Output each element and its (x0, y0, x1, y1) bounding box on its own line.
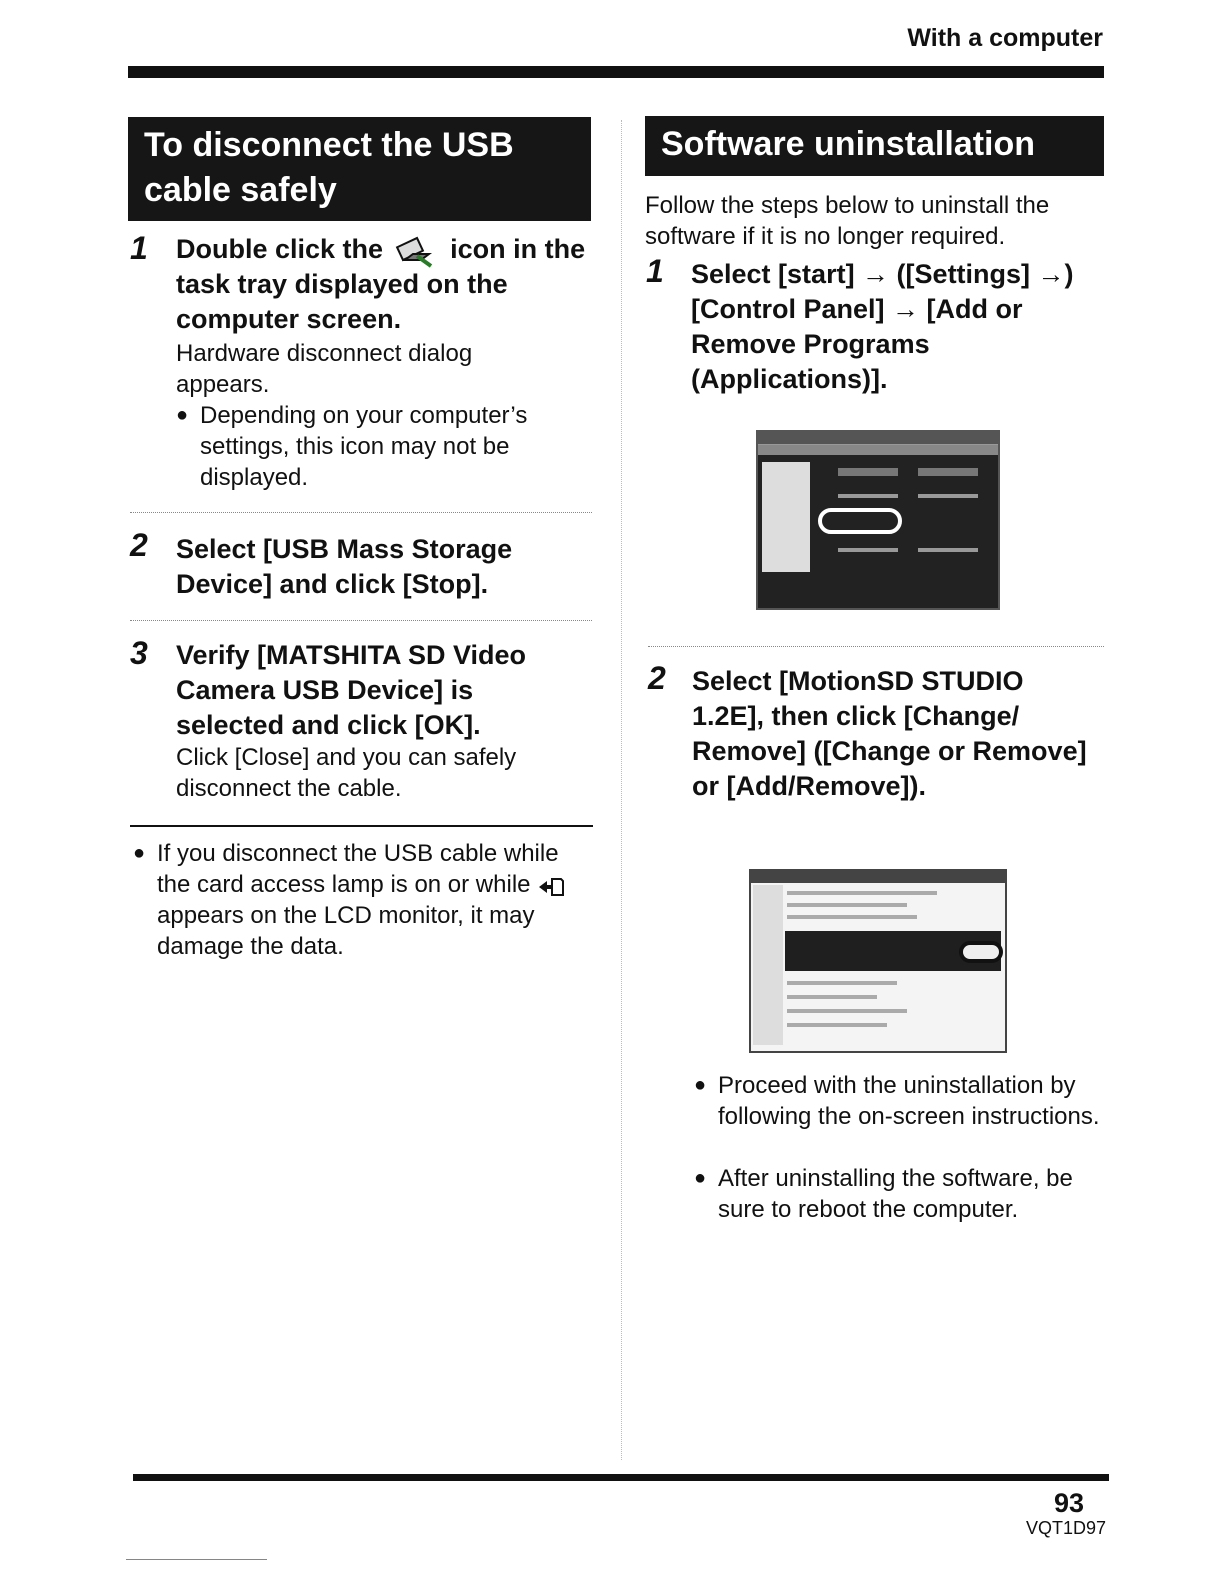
step-separator (130, 512, 592, 513)
left-step1-bullet-text: Depending on your computer’s settings, this icon may not be displayed. (200, 402, 528, 491)
left-step3-title: Verify [MATSHITA SD Video Camera USB Device] is selected and click [OK]. (176, 640, 527, 740)
left-step1-number: 1 (130, 230, 148, 266)
corner-line (126, 1559, 267, 1560)
bottom-rule (133, 1474, 1109, 1481)
left-note-text-b: appears on the LCD monitor, it may damage the data. (157, 902, 535, 960)
right-step1-number: 1 (646, 253, 664, 289)
step-separator (130, 620, 592, 621)
add-remove-programs-screenshot (749, 869, 1007, 1053)
safely-remove-hardware-icon (391, 236, 443, 266)
right-step2-title: Select [MotionSD STUDIO 1.2E], then click [Change/ Remove] ([Change or Remove] or [Add/Remove]). (692, 666, 1087, 801)
left-step2-title: Select [USB Mass Storage Device] and click [Stop]. (176, 534, 513, 599)
card-access-icon (537, 875, 567, 897)
left-note-text (157, 838, 593, 962)
right-step2-number: 2 (648, 660, 666, 696)
left-note-text-a: If you disconnect the USB cable while the card access lamp is on or while (157, 840, 559, 898)
page-number: 93 (1053, 1488, 1084, 1518)
section-label: With a computer (907, 24, 1103, 52)
left-step1-body: Hardware disconnect dialog appears. (176, 340, 473, 398)
control-panel-screenshot (756, 430, 1000, 610)
left-step1-title-a: Double click the (176, 234, 384, 264)
right-bullet-1-text: Proceed with the uninstallation by following the on-screen instructions. (718, 1072, 1100, 1130)
right-intro: Follow the steps below to uninstall the software if it is no longer required. (645, 192, 1050, 250)
right-bullet-2-text: After uninstalling the software, be sure to reboot the computer. (718, 1165, 1073, 1223)
left-step1-title-b: icon in the task tray displayed on the computer screen. (176, 234, 586, 334)
right-step1-title: Select [start] → ([Settings] →) [Control Panel] → [Add or Remove Programs (Applications)]. (691, 259, 1074, 394)
highlight-ring (959, 941, 1003, 963)
left-step1-bullet (176, 400, 576, 493)
document-code: VQT1D97 (1025, 1518, 1106, 1538)
left-step1-title (176, 232, 596, 337)
bullet-dot: ● (133, 842, 146, 864)
right-section-title: Software uninstallation (645, 116, 1104, 176)
left-step3-body: Click [Close] and you can safely disconnect the cable. (176, 744, 517, 802)
step-separator (648, 646, 1104, 647)
left-section-title: To disconnect the USB cable safely (128, 117, 591, 221)
note-rule (130, 825, 593, 827)
right-bullet-2 (694, 1163, 1104, 1225)
right-bullet-1 (694, 1070, 1104, 1132)
left-step2-number: 2 (130, 527, 148, 563)
column-divider (621, 120, 622, 1460)
highlight-ring (818, 508, 902, 534)
bullet-dot: ● (694, 1074, 707, 1096)
bullet-dot: ● (176, 404, 189, 426)
left-note (133, 838, 593, 962)
left-step3-number: 3 (130, 635, 148, 671)
bullet-dot: ● (694, 1167, 707, 1189)
top-rule (128, 66, 1104, 78)
